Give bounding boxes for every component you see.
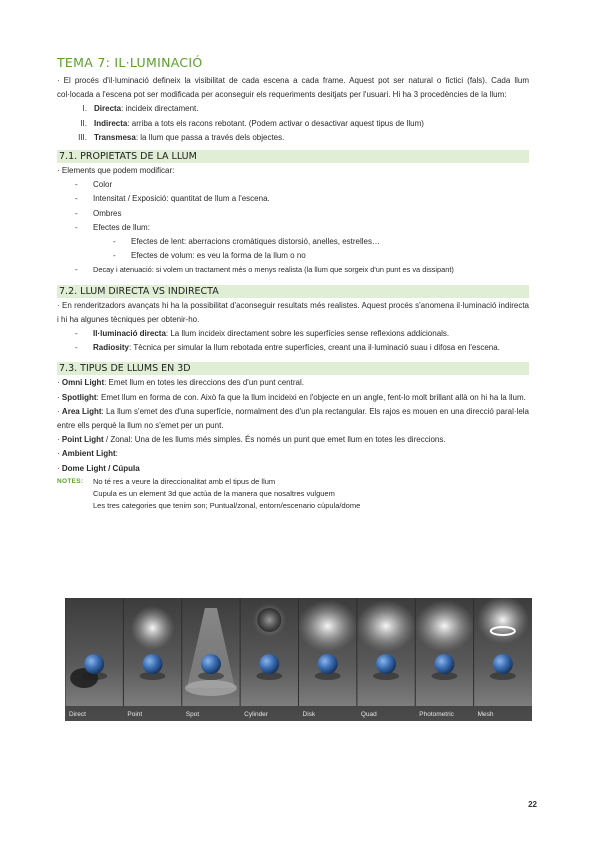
blue-sphere — [259, 654, 279, 674]
list-item: - Radiosity: Tècnica per simular la llum rebotada entre superfícies, creant una il·luminació suau i difosa en l'escena. — [75, 343, 500, 353]
render-label: Disk — [302, 711, 316, 718]
list-item: - Ombres — [75, 208, 122, 218]
render-label: Quad — [360, 711, 377, 718]
point-light-glow — [131, 606, 175, 650]
list-item: - Il·luminació directa: La llum incideix directament sobre les superfícies sense reflexions addicionals. — [75, 329, 450, 339]
mesh-light-glow — [477, 598, 529, 644]
properties-list — [57, 178, 529, 277]
blue-sphere — [84, 654, 104, 674]
section-heading-7-1: 7.1. PROPIETATS DE LA LLUM — [57, 150, 529, 163]
blue-sphere — [143, 654, 163, 674]
notes-block — [57, 476, 529, 512]
light-type-item: · Point Light / Zonal: Una de les llums més simples. És només un punt que emet llum en totes les direccions. — [57, 435, 446, 445]
document-page — [57, 55, 529, 512]
render-svg — [65, 598, 532, 721]
list-item: - Color — [75, 180, 113, 190]
list-item: III. Transmesa: la llum que passa a través dels objectes. — [78, 132, 285, 142]
page-title: TEMA 7: IL·LUMINACIÓ — [57, 55, 203, 70]
direct-indirect-list — [57, 327, 529, 355]
light-type-item: · Area Light: La llum s'emet des d'una superfície, normalment des d'un pla rectangular. Els rajos es mouen en una direcció paral·lela entre ells perquè la llum no s'emet per un punt. — [57, 406, 530, 431]
blue-sphere — [201, 654, 221, 674]
intro-paragraph: · El procés d'il·luminació defineix la visibilitat de cada escena a cada frame. Aquest pot ser natural o fictici (fals). Cada llum col·locada a l'escena pot ser modificada per aconseguir els requeriments desitjats per l'usuari. Hi ha 3 procedències de la llum: — [57, 76, 529, 100]
light-type-item: · Dome Light / Cúpula — [57, 463, 140, 473]
render-label: Point — [127, 711, 143, 718]
page-number: 22 — [528, 800, 537, 809]
render-label: Spot — [185, 711, 200, 718]
note-line: Les tres categories que tenim son; Puntual/zonal, entorn/escenario cúpula/dome — [93, 500, 361, 510]
list-item: II. Indirecta: arriba a tots els racons rebotant. (Podem activar o desactivar aquest tipus de llum) — [80, 118, 424, 128]
light-type-item: · Spotlight: Emet llum en forma de con. Això fa que la llum incideixi en l'objecte en un angle, fent-lo molt brillant allà on hi ha la llum. — [57, 392, 526, 402]
note-line: Cupula es un element 3d que actúa de la manera que nosaltres vulguem — [93, 488, 335, 498]
render-label: Cylinder — [244, 711, 268, 718]
render-label: Photometric — [419, 711, 454, 718]
section-lead: · Elements que podem modificar: — [57, 166, 175, 176]
section-heading-7-2: 7.2. LLUM DIRECTA VS INDIRECTA — [57, 285, 529, 298]
blue-sphere — [318, 654, 338, 674]
section-heading-7-3: 7.3. TIPUS DE LLUMS EN 3D — [57, 362, 529, 375]
area-light-glow — [356, 600, 416, 652]
section-lead: · En renderitzadors avançats hi ha la possibilitat d'aconseguir resultats més realistes. Aquest procés s'anomena il·luminació indirecta i hi ha algunes tècniques per obtenir-ho. — [57, 300, 529, 324]
light-type-item: · Ambient Light: — [57, 449, 118, 459]
list-item: - Efectes de llum: — [75, 222, 150, 232]
list-subitem: - Efectes de lent: aberracions cromàtiques distorsió, anelles, estrelles… — [113, 237, 381, 247]
list-item: I. Directa: incideix directament. — [82, 104, 199, 114]
list-item: - Decay i atenuació: si volem un tractament més o menys realista (la llum que sorgeix d'un punt es va dissipant) — [75, 265, 454, 275]
notes-label: NOTES: — [57, 477, 84, 485]
render-label: Direct — [69, 711, 86, 718]
area-light-glow — [414, 600, 474, 652]
area-light-glow — [298, 600, 358, 652]
note-line: No té res a veure la direccionalitat amb el tipus de llum — [93, 476, 276, 486]
blue-sphere — [376, 654, 396, 674]
light-types-render-image — [65, 598, 532, 721]
blue-sphere — [434, 654, 454, 674]
list-item: - Intensitat / Exposició: quantitat de llum a l'escena. — [75, 194, 270, 204]
blue-sphere — [493, 654, 513, 674]
render-label: Mesh — [477, 711, 494, 718]
light-sources-list — [57, 102, 529, 145]
list-subitem: - Efectes de volum: es veu la forma de la llum o no — [113, 251, 306, 261]
light-type-item: · Omni Light: Emet llum en totes les direccions des d'un punt central. — [57, 378, 304, 388]
